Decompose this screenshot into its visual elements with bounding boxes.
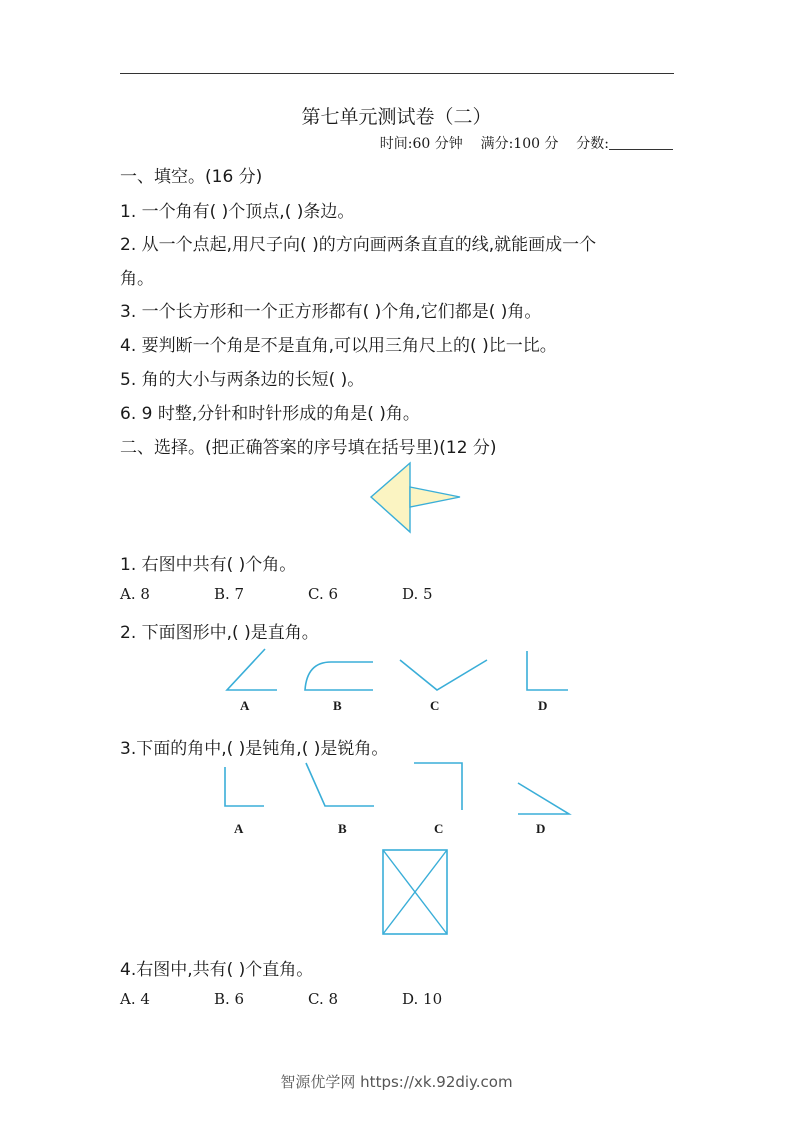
arrow-shape-figure <box>370 462 462 534</box>
q3-angle-c <box>413 761 465 811</box>
time-limit: 时间:60 分钟 <box>379 136 463 152</box>
q3-label-a: A <box>234 821 244 836</box>
footer-watermark: 智源优学网 https://xk.92diy.com <box>280 1073 513 1091</box>
q2-label-c: C <box>430 698 440 713</box>
q2-angle-a <box>225 648 279 692</box>
q2-label-a: A <box>240 698 250 713</box>
choice-question-3: 3.下面的角中,( )是钝角,( )是锐角。 <box>120 739 389 759</box>
choice-1-options <box>120 585 496 603</box>
choice-question-4: 4.右图中,共有( )个直角。 <box>120 960 314 980</box>
exam-meta <box>380 133 673 153</box>
choice-question-2: 2. 下面图形中,( )是直角。 <box>120 623 319 643</box>
fill-question-1: 1. 一个角有( )个顶点,( )条边。 <box>120 202 355 222</box>
q2-angle-c <box>399 658 489 692</box>
section2-heading: 二、选择。(把正确答案的序号填在括号里)(12 分) <box>120 438 497 458</box>
fill-question-6: 6. 9 时整,分针和时针形成的角是( )角。 <box>120 404 420 424</box>
choice-question-1: 1. 右图中共有( )个角。 <box>120 555 297 575</box>
q2-figure-b <box>303 660 375 692</box>
q3-angle-d <box>517 782 571 816</box>
option-b: B. 7 <box>214 585 245 603</box>
q3-angle-b <box>305 762 375 808</box>
fill-question-5: 5. 角的大小与两条边的长短( )。 <box>120 370 365 390</box>
option-b: B. 6 <box>214 990 245 1008</box>
option-c: C. 8 <box>308 990 339 1008</box>
header-rule <box>120 73 674 74</box>
choice-4-options <box>120 990 496 1008</box>
page-title: 第七单元测试卷（二） <box>301 106 492 128</box>
option-a: A. 4 <box>120 990 150 1008</box>
q3-label-c: C <box>434 821 444 836</box>
fill-question-2-cont: 角。 <box>120 269 154 289</box>
q4-rectangle-figure <box>382 849 448 935</box>
score-label: 分数: <box>576 136 609 152</box>
section1-heading: 一、填空。(16 分) <box>120 167 263 187</box>
q3-label-d: D <box>536 821 546 836</box>
fill-question-2: 2. 从一个点起,用尺子向( )的方向画两条直直的线,就能画成一个 <box>120 235 597 255</box>
q2-label-b: B <box>333 698 342 713</box>
option-d: D. 5 <box>402 585 433 603</box>
option-a: A. 8 <box>120 585 150 603</box>
fill-question-4: 4. 要判断一个角是不是直角,可以用三角尺上的( )比一比。 <box>120 336 557 356</box>
full-score: 满分:100 分 <box>480 136 559 152</box>
q3-angle-a <box>223 766 265 808</box>
fill-question-3: 3. 一个长方形和一个正方形都有( )个角,它们都是( )角。 <box>120 302 542 322</box>
q2-angle-d <box>525 650 569 692</box>
option-d: D. 10 <box>402 990 443 1008</box>
option-c: C. 6 <box>308 585 339 603</box>
score-blank <box>609 135 673 150</box>
q3-label-b: B <box>338 821 347 836</box>
q2-label-d: D <box>538 698 548 713</box>
